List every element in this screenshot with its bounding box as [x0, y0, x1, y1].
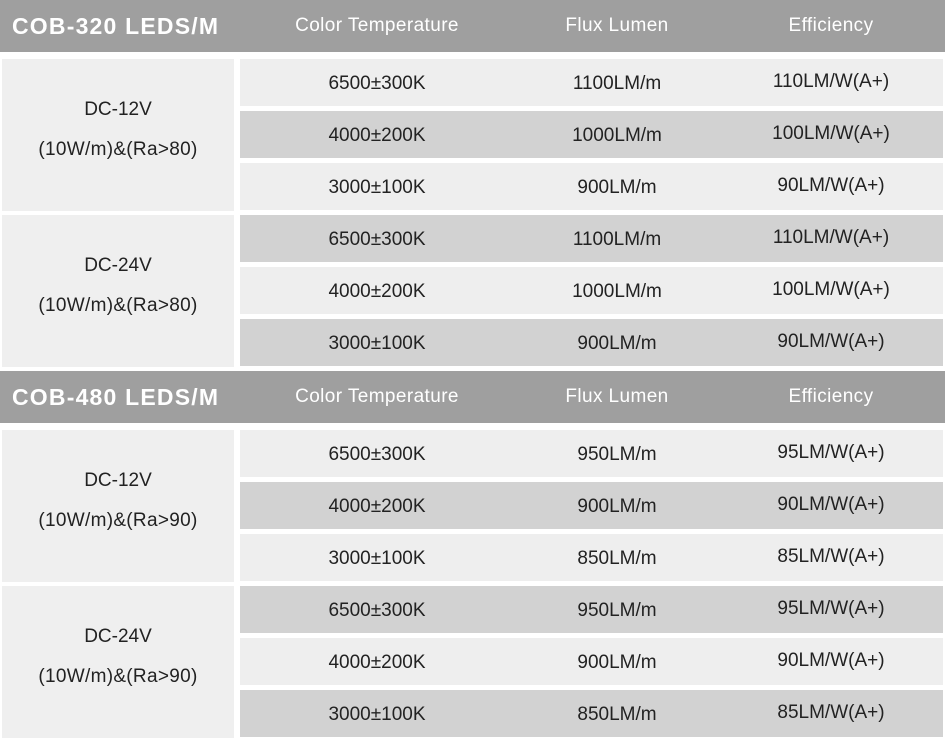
table-row — [240, 59, 943, 106]
flux-lumen-cell: 900LM/m — [577, 652, 657, 673]
color-temperature-cell: 4000±200K — [328, 125, 426, 146]
spec-label: (10W/m)&(Ra>90) — [38, 666, 198, 687]
flux-lumen-cell: 1100LM/m — [572, 229, 662, 250]
table-row — [240, 267, 943, 314]
group-dc-12v — [0, 430, 945, 584]
color-temperature-cell: 6500±300K — [328, 229, 426, 250]
color-temperature-cell: 4000±200K — [328, 496, 426, 517]
voltage-label: DC-24V — [84, 626, 152, 647]
flux-lumen-cell: 950LM/m — [577, 444, 657, 465]
group-label — [2, 59, 234, 211]
color-temperature-cell: 3000±100K — [328, 333, 426, 354]
table-row — [240, 111, 943, 158]
efficiency-cell: 85LM/W(A+) — [777, 702, 885, 723]
voltage-label: DC-12V — [84, 470, 152, 491]
column-header-flux-lumen: Flux Lumen — [565, 15, 669, 36]
group-label — [2, 215, 234, 367]
column-header-efficiency: Efficiency — [788, 15, 874, 36]
group-dc-24v — [0, 586, 945, 740]
spec-label: (10W/m)&(Ra>80) — [38, 295, 198, 316]
color-temperature-cell: 6500±300K — [328, 444, 426, 465]
table-row — [240, 215, 943, 262]
column-header-color-temperature: Color Temperature — [295, 386, 459, 407]
color-temperature-cell: 3000±100K — [328, 548, 426, 569]
efficiency-cell: 85LM/W(A+) — [777, 546, 885, 567]
efficiency-cell: 100LM/W(A+) — [772, 123, 890, 144]
group-dc-24v — [0, 215, 945, 369]
table-row — [240, 319, 943, 366]
color-temperature-cell: 6500±300K — [328, 73, 426, 94]
column-header-color-temperature: Color Temperature — [295, 15, 459, 36]
flux-lumen-cell: 950LM/m — [577, 600, 657, 621]
efficiency-cell: 90LM/W(A+) — [777, 650, 885, 671]
voltage-label: DC-24V — [84, 255, 152, 276]
flux-lumen-cell: 900LM/m — [577, 177, 657, 198]
table-row — [240, 638, 943, 685]
color-temperature-cell: 3000±100K — [328, 177, 426, 198]
voltage-label: DC-12V — [84, 99, 152, 120]
column-header-efficiency: Efficiency — [788, 386, 874, 407]
table-row — [240, 482, 943, 529]
table-row — [240, 430, 943, 477]
spec-label: (10W/m)&(Ra>80) — [38, 139, 198, 160]
flux-lumen-cell: 850LM/m — [577, 704, 657, 725]
flux-lumen-cell: 1000LM/m — [572, 281, 662, 302]
color-temperature-cell: 6500±300K — [328, 600, 426, 621]
table-row — [240, 163, 943, 210]
flux-lumen-cell: 1100LM/m — [572, 73, 662, 94]
color-temperature-cell: 4000±200K — [328, 281, 426, 302]
flux-lumen-cell: 900LM/m — [577, 496, 657, 517]
color-temperature-cell: 4000±200K — [328, 652, 426, 673]
efficiency-cell: 90LM/W(A+) — [777, 494, 885, 515]
flux-lumen-cell: 1000LM/m — [572, 125, 662, 146]
color-temperature-cell: 3000±100K — [328, 704, 426, 725]
efficiency-cell: 110LM/W(A+) — [772, 227, 890, 248]
group-label — [2, 430, 234, 582]
spec-label: (10W/m)&(Ra>90) — [38, 510, 198, 531]
section-header — [0, 0, 945, 52]
column-header-flux-lumen: Flux Lumen — [565, 386, 669, 407]
table-row — [240, 586, 943, 633]
section-title: COB-480 LEDS/M — [12, 384, 220, 410]
table-row — [240, 690, 943, 737]
group-label — [2, 586, 234, 738]
flux-lumen-cell: 850LM/m — [577, 548, 657, 569]
efficiency-cell: 110LM/W(A+) — [772, 71, 890, 92]
efficiency-cell: 90LM/W(A+) — [777, 175, 885, 196]
efficiency-cell: 90LM/W(A+) — [777, 331, 885, 352]
table-row — [240, 534, 943, 581]
efficiency-cell: 95LM/W(A+) — [777, 598, 885, 619]
section-title: COB-320 LEDS/M — [12, 13, 220, 39]
efficiency-cell: 100LM/W(A+) — [772, 279, 890, 300]
flux-lumen-cell: 900LM/m — [577, 333, 657, 354]
efficiency-cell: 95LM/W(A+) — [777, 442, 885, 463]
group-dc-12v — [0, 59, 945, 213]
section-header — [0, 371, 945, 423]
